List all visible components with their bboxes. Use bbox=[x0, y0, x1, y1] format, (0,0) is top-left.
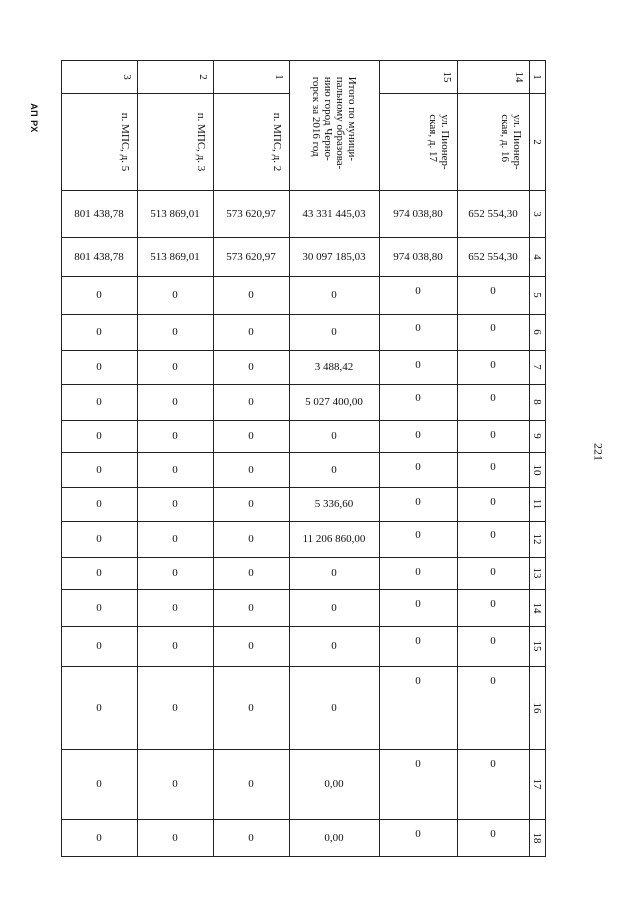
table-cell: 0 bbox=[415, 322, 421, 334]
table-cell: 0 bbox=[172, 326, 178, 338]
table-cell: 652 554,30 bbox=[468, 250, 518, 263]
row-number: 11 bbox=[531, 498, 543, 510]
table-cell: 0 bbox=[172, 601, 178, 614]
table-cell: 0 bbox=[415, 285, 421, 297]
table-vline bbox=[379, 60, 380, 857]
table-cell: 0 bbox=[172, 289, 178, 301]
table-hline bbox=[61, 521, 545, 522]
row-number: 8 bbox=[531, 399, 543, 405]
table-cell: 801 438,78 bbox=[74, 250, 124, 263]
table-cell: 0 bbox=[331, 567, 337, 579]
table-hline bbox=[61, 276, 545, 277]
table-hline bbox=[61, 819, 545, 820]
row-number: 4 bbox=[531, 253, 543, 260]
table-cell: 0 bbox=[415, 359, 421, 371]
table-cell: 0 bbox=[490, 429, 496, 441]
page-number: 221 bbox=[591, 443, 606, 461]
table-hline bbox=[61, 420, 545, 421]
table-cell: 513 869,01 bbox=[150, 207, 200, 220]
table-hline bbox=[61, 856, 546, 857]
table-hline bbox=[61, 60, 545, 61]
table-cell: 0 bbox=[490, 496, 496, 508]
table-cell: 0 bbox=[248, 601, 254, 614]
table-cell: 0 bbox=[415, 758, 421, 770]
table-cell: 0 bbox=[415, 496, 421, 508]
table-cell: 0 bbox=[96, 778, 102, 790]
row-number: 18 bbox=[531, 832, 543, 843]
table-cell: 43 331 445,03 bbox=[302, 207, 366, 220]
table-cell: 0 bbox=[415, 429, 421, 441]
table-cell: 0 bbox=[172, 463, 178, 476]
table-cell: 513 869,01 bbox=[150, 250, 200, 263]
table-cell: 652 554,30 bbox=[468, 207, 518, 220]
table-cell: 0 bbox=[96, 831, 102, 844]
table-cell: 0 bbox=[96, 289, 102, 301]
table-cell: 0 bbox=[490, 758, 496, 770]
table-cell: 0 bbox=[415, 828, 421, 840]
table-cell: 0 bbox=[331, 289, 337, 301]
table-hline bbox=[61, 314, 545, 315]
archive-stamp: АП РХ bbox=[29, 103, 39, 133]
table-cell: 0 bbox=[331, 463, 337, 476]
table-cell: 0 bbox=[331, 640, 337, 652]
column-index-label: 3 bbox=[121, 73, 133, 80]
table-cell: 0 bbox=[96, 601, 102, 614]
table-hline bbox=[61, 589, 545, 590]
table-cell: 0 bbox=[172, 533, 178, 545]
table-hline bbox=[61, 749, 545, 750]
table-cell: 0 bbox=[248, 326, 254, 338]
table-cell: 0 bbox=[415, 392, 421, 404]
table-cell: 974 038,80 bbox=[393, 207, 443, 220]
row-number: 13 bbox=[531, 567, 543, 579]
table-cell: 0 bbox=[415, 566, 421, 578]
table-cell: 0 bbox=[490, 529, 496, 541]
row-number: 17 bbox=[531, 778, 543, 790]
table-cell: 0 bbox=[490, 392, 496, 404]
table-cell: 0 bbox=[415, 529, 421, 541]
table-vline bbox=[545, 60, 546, 857]
column-index-label: 1 bbox=[273, 73, 285, 80]
table-cell: 0 bbox=[172, 498, 178, 510]
table-vline bbox=[213, 60, 214, 857]
table-cell: 0 bbox=[415, 461, 421, 473]
table-cell: 0 bbox=[96, 463, 102, 476]
table-vline bbox=[61, 60, 62, 857]
table-hline bbox=[61, 93, 289, 94]
table-hline bbox=[61, 626, 545, 627]
column-header: п. МПС, д. 5 bbox=[119, 112, 131, 171]
table-vline bbox=[457, 60, 458, 857]
table-cell: 0 bbox=[331, 601, 337, 614]
column-index-label: 15 bbox=[441, 71, 453, 82]
table-cell: 0 bbox=[248, 778, 254, 790]
row-number: 5 bbox=[531, 292, 543, 298]
table-cell: 0 bbox=[96, 567, 102, 579]
column-header: ул. Пионер- ская, д. 17 bbox=[427, 113, 451, 170]
table-cell: 0 bbox=[248, 498, 254, 510]
table-cell: 0 bbox=[172, 361, 178, 373]
table-cell: 801 438,78 bbox=[74, 207, 124, 220]
table-cell: 0,00 bbox=[324, 831, 344, 844]
table-cell: 0 bbox=[96, 396, 102, 408]
column-header: п. МПС, д. 3 bbox=[195, 112, 207, 171]
table-vline bbox=[289, 60, 290, 857]
table-cell: 0 bbox=[415, 675, 421, 687]
table-cell: 0 bbox=[172, 396, 178, 408]
table-cell: 0 bbox=[172, 640, 178, 652]
row-number: 3 bbox=[531, 210, 543, 217]
column-header: п. МПС, д. 2 bbox=[271, 112, 283, 171]
table-hline bbox=[61, 190, 545, 191]
table-cell: 0,00 bbox=[324, 778, 344, 790]
table-cell: 974 038,80 bbox=[393, 250, 443, 263]
header-num-1: 1 bbox=[531, 73, 543, 80]
table-cell: 0 bbox=[248, 567, 254, 579]
table-hline bbox=[61, 666, 545, 667]
table-cell: 0 bbox=[490, 675, 496, 687]
table-cell: 0 bbox=[415, 598, 421, 610]
column-index-label: 14 bbox=[513, 71, 525, 82]
table-cell: 0 bbox=[490, 635, 496, 647]
row-number: 16 bbox=[531, 702, 543, 713]
table-cell: 0 bbox=[96, 430, 102, 442]
table-cell: 0 bbox=[96, 640, 102, 652]
table-cell: 0 bbox=[490, 461, 496, 473]
table-cell: 5 336,60 bbox=[314, 498, 354, 510]
table-hline bbox=[61, 237, 545, 238]
table-cell: 0 bbox=[172, 778, 178, 790]
table-cell: 0 bbox=[415, 635, 421, 647]
table-cell: 0 bbox=[490, 285, 496, 297]
table-cell: 0 bbox=[96, 326, 102, 338]
table-cell: 0 bbox=[248, 831, 254, 844]
table-cell: 0 bbox=[248, 361, 254, 373]
table-cell: 0 bbox=[248, 463, 254, 476]
table-cell: 5 027 400,00 bbox=[305, 396, 363, 408]
table-cell: 0 bbox=[96, 533, 102, 545]
column-header: Итого по муници- пальному образова- нию город Черно- горск за 2016 год bbox=[310, 76, 358, 170]
row-number: 9 bbox=[531, 433, 543, 439]
table-hline bbox=[61, 384, 545, 385]
table-cell: 0 bbox=[96, 498, 102, 510]
table-cell: 30 097 185,03 bbox=[302, 250, 366, 263]
row-number: 15 bbox=[531, 640, 543, 652]
table-cell: 0 bbox=[490, 322, 496, 334]
table-cell: 0 bbox=[331, 326, 337, 338]
table-hline bbox=[379, 93, 545, 94]
table-cell: 0 bbox=[248, 533, 254, 545]
table-cell: 3 488,42 bbox=[314, 361, 354, 373]
table-cell: 0 bbox=[248, 640, 254, 652]
table-cell: 0 bbox=[331, 701, 337, 714]
table-cell: 0 bbox=[331, 430, 337, 442]
table-cell: 0 bbox=[96, 701, 102, 714]
table-cell: 0 bbox=[248, 396, 254, 408]
table-cell: 0 bbox=[490, 359, 496, 371]
table-cell: 0 bbox=[248, 430, 254, 442]
table-cell: 0 bbox=[248, 701, 254, 714]
row-number: 10 bbox=[531, 464, 543, 475]
column-index-label: 2 bbox=[197, 73, 209, 80]
table-cell: 0 bbox=[490, 566, 496, 578]
row-number: 12 bbox=[531, 533, 543, 545]
row-number: 7 bbox=[531, 364, 543, 370]
table-vline bbox=[137, 60, 138, 857]
table-cell: 0 bbox=[490, 828, 496, 840]
table-cell: 573 620,97 bbox=[226, 207, 276, 220]
table-cell: 0 bbox=[172, 567, 178, 579]
column-header: ул. Пионер- ская, д. 16 bbox=[499, 113, 523, 170]
table-cell: 11 206 860,00 bbox=[302, 533, 366, 545]
table-cell: 0 bbox=[172, 701, 178, 714]
table-vline bbox=[529, 60, 530, 857]
header-num-2: 2 bbox=[531, 138, 543, 145]
table-cell: 573 620,97 bbox=[226, 250, 276, 263]
row-number: 6 bbox=[531, 329, 543, 335]
row-number: 14 bbox=[531, 602, 543, 613]
table-cell: 0 bbox=[490, 598, 496, 610]
table-cell: 0 bbox=[96, 361, 102, 373]
table-cell: 0 bbox=[172, 831, 178, 844]
table-cell: 0 bbox=[248, 289, 254, 301]
table-hline bbox=[61, 452, 545, 453]
table-hline bbox=[61, 487, 545, 488]
table-hline bbox=[61, 350, 545, 351]
table-hline bbox=[61, 557, 545, 558]
table-cell: 0 bbox=[172, 430, 178, 442]
